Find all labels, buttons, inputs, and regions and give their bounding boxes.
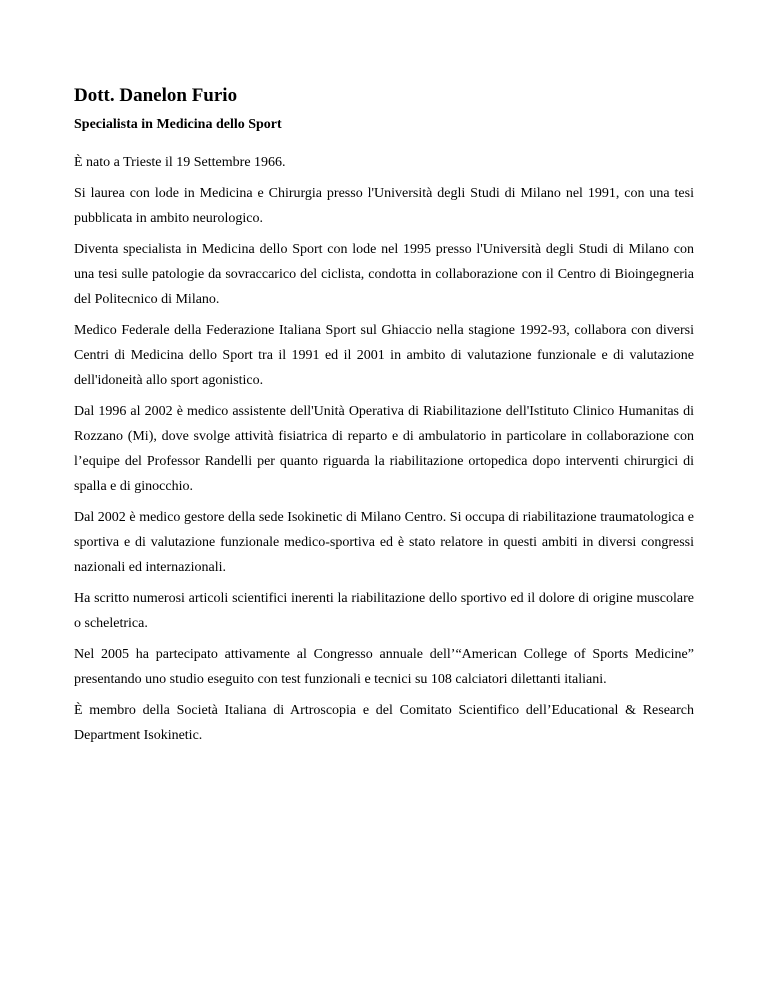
paragraph-congress: Nel 2005 ha partecipato attivamente al Congresso annuale dell’“American College of Sports Medicine” presentando uno studio eseguito con test funzionali e tecnici su 108 calciatori dilettanti italiani. bbox=[74, 647, 694, 687]
paragraph-degree: Si laurea con lode in Medicina e Chirurgia presso l'Università degli Studi di Milano nel 1991, con una tesi pubblicata in ambito neurologico. bbox=[74, 186, 694, 226]
paragraph-membership: È membro della Società Italiana di Artroscopia e del Comitato Scientifico dell’Educational & Research Department Isokinetic. bbox=[74, 703, 694, 743]
paragraph-federal-doctor: Medico Federale della Federazione Italiana Sport sul Ghiaccio nella stagione 1992-93, collabora con diversi Centri di Medicina dello Sport tra il 1991 ed il 2001 in ambito di valutazione funzionale e di valutazione dell'idoneità allo sport agonistico. bbox=[74, 323, 694, 388]
paragraph-humanitas: Dal 1996 al 2002 è medico assistente dell'Unità Operativa di Riabilitazione dell'Istituto Clinico Humanitas di Rozzano (Mi), dove svolge attività fisiatrica di reparto e di ambulatorio in particolare in collaborazione con l’equipe del Professor Randelli per quanto riguarda la riabilitazione ortopedica dopo interventi chirurgici di spalla e di ginocchio. bbox=[74, 404, 694, 494]
page-title: Dott. Danelon Furio bbox=[74, 85, 238, 106]
paragraph-isokinetic: Dal 2002 è medico gestore della sede Isokinetic di Milano Centro. Si occupa di riabilitazione traumatologica e sportiva e di valutazione funzionale medico-sportiva ed è stato relatore in questi ambiti in diversi congressi nazionali ed internazionali. bbox=[74, 510, 694, 575]
document-body bbox=[74, 150, 694, 754]
paragraph-specialization: Diventa specialista in Medicina dello Sport con lode nel 1995 presso l'Università degli Studi di Milano con una tesi sulle patologie da sovraccarico del ciclista, condotta in collaborazione con il Centro di Bioingegneria del Politecnico di Milano. bbox=[74, 242, 694, 307]
paragraph-publications: Ha scritto numerosi articoli scientifici inerenti la riabilitazione dello sportivo ed il dolore di origine muscolare o scheletrica. bbox=[74, 591, 694, 631]
paragraph-birth: È nato a Trieste il 19 Settembre 1966. bbox=[74, 155, 286, 170]
page-subtitle: Specialista in Medicina dello Sport bbox=[74, 117, 282, 132]
